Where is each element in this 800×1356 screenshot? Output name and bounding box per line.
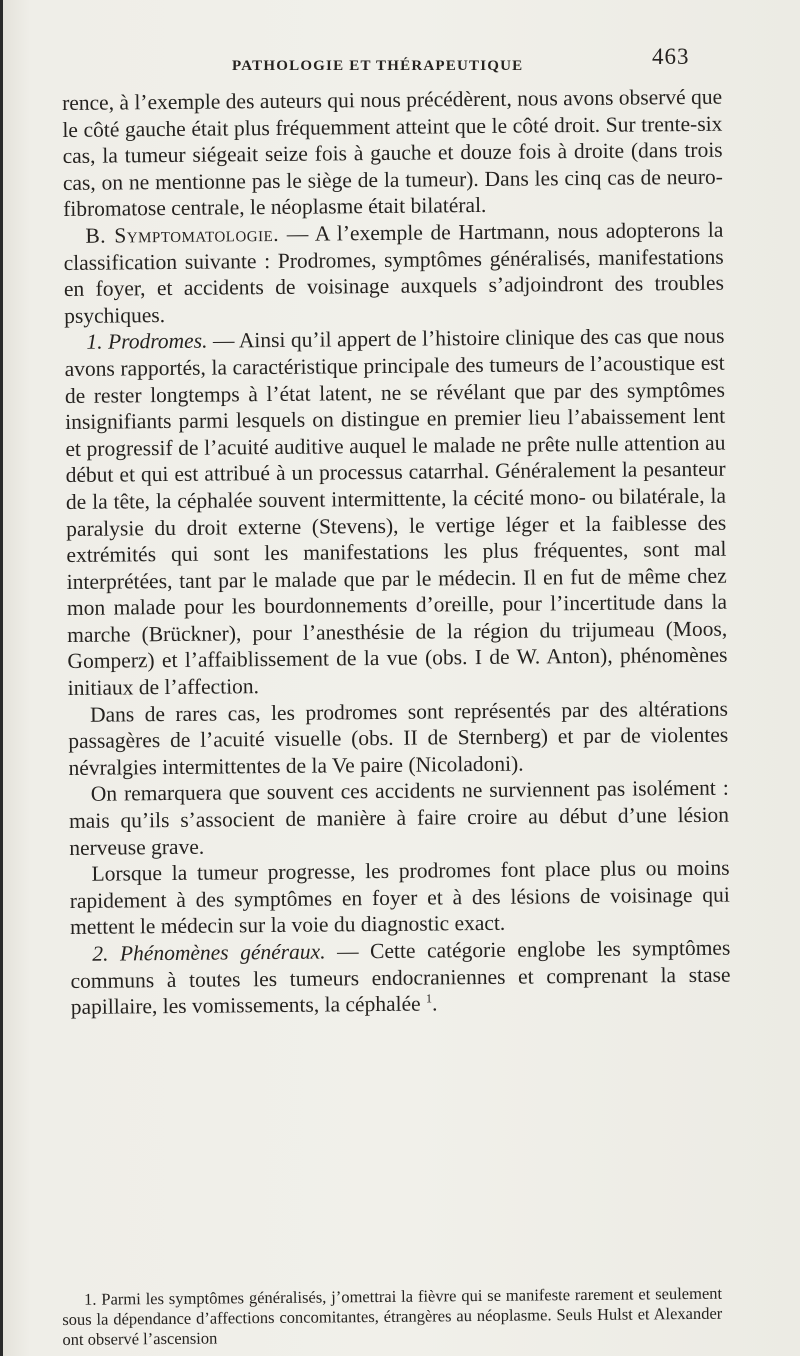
subsection-heading: 2. Phénomènes généraux.	[92, 939, 326, 966]
paragraph-text: — Ainsi qu’il appert de l’histoire clinique des cas que nous avons rapportés, la caractéristique principale des tumeurs de l’acoustique est de rester longtemps à l’état latent, ne se révélant que par des symptômes insignifiants parmi lesquels on distingue en premier lieu l’abaissement lent et progressif de l’acuité auditive auquel le malade ne prête nulle attention au début et qui est attribué à un processus catarrhal. Généralement la pesanteur de la tête, la céphalée souvent intermittente, la cécité mono- ou bilatérale, la paralysie du droit externe (Stevens), le vertige léger et la faiblesse des extrémités qui sont les manifestations les plus fréquentes, sont mal interprétées, tant par le malade que par le médecin. Il en fut de même chez mon malade pour les bourdonnements d’oreille, pour l’incertitude dans la marche (Brückner), pour l’anesthésie de la région du trijumeau (Moos, Gomperz) et l’affaiblissement de la vue (obs. I de W. Anton), phénomènes initiaux de l’affection.	[64, 323, 728, 701]
subsection-heading: 1. Prodromes.	[86, 328, 208, 355]
paragraph: Lorsque la tumeur progresse, les prodromes font place plus ou moins rapidement à des symptômes en foyer et à des lésions de voisinage qui mettent le médecin sur la voie du diagnostic exact.	[69, 855, 730, 940]
page-number: 463	[652, 44, 690, 69]
main-text	[62, 84, 731, 1021]
footnote-marker: 1	[425, 991, 433, 1006]
section-heading: B. Symptomatologie.	[85, 221, 280, 248]
paragraph-phenomenes-generaux	[70, 935, 731, 1021]
binding-edge	[0, 0, 3, 1356]
paragraph: Dans de rares cas, les prodromes sont représentés par des altérations passagères de l’acuité visuelle (obs. II de Sternberg) et par de violentes névralgies intermittentes de la Ve paire (Nicoladoni).	[68, 696, 729, 780]
footnote	[62, 1284, 723, 1350]
running-title: PATHOLOGIE ET THÉRAPEUTIQUE	[232, 58, 524, 74]
paragraph-end: .	[431, 991, 438, 1016]
footnote-text: 1. Parmi les symptômes généralisés, j’omettrai la fièvre qui se manifeste rarement et seulement sous la dépendance d’affections concomitantes, étrangères au néoplasme. Seuls Hulst et Alexander ont observé l’ascension	[62, 1283, 723, 1349]
paragraph-text: — Cette catégorie englobe les symptômes communs à toutes les tumeurs endocraniennes et comprenant la stase papillaire, les vomissements, la céphalée	[70, 935, 731, 1020]
paragraph-text: — A l’exemple de Hartmann, nous adopterons la classification suivante : Prodromes, symptômes généralisés, manifestations en foyer, et accidents de voisinage auxquels s’adjoindront des troubles psychiques.	[63, 217, 724, 328]
paragraph: rence, à l’exemple des auteurs qui nous précédèrent, nous avons observé que le côté gauche était plus fréquemment atteint que le côté droit. Sur trente-six cas, la tumeur siégeait seize fois à gauche et douze fois à droite (dans trois cas, on ne mentionne pas le siège de la tumeur). Dans les cinq cas de neuro-fibromatose centrale, le néoplasme était bilatéral.	[62, 84, 723, 222]
paragraph-symptomatologie	[63, 217, 724, 330]
paragraph-prodromes	[64, 323, 728, 702]
paragraph: On remarquera que souvent ces accidents ne surviennent pas isolément : mais qu’ils s’associent de manière à faire croire au début d’une lésion nerveuse grave.	[68, 776, 730, 860]
